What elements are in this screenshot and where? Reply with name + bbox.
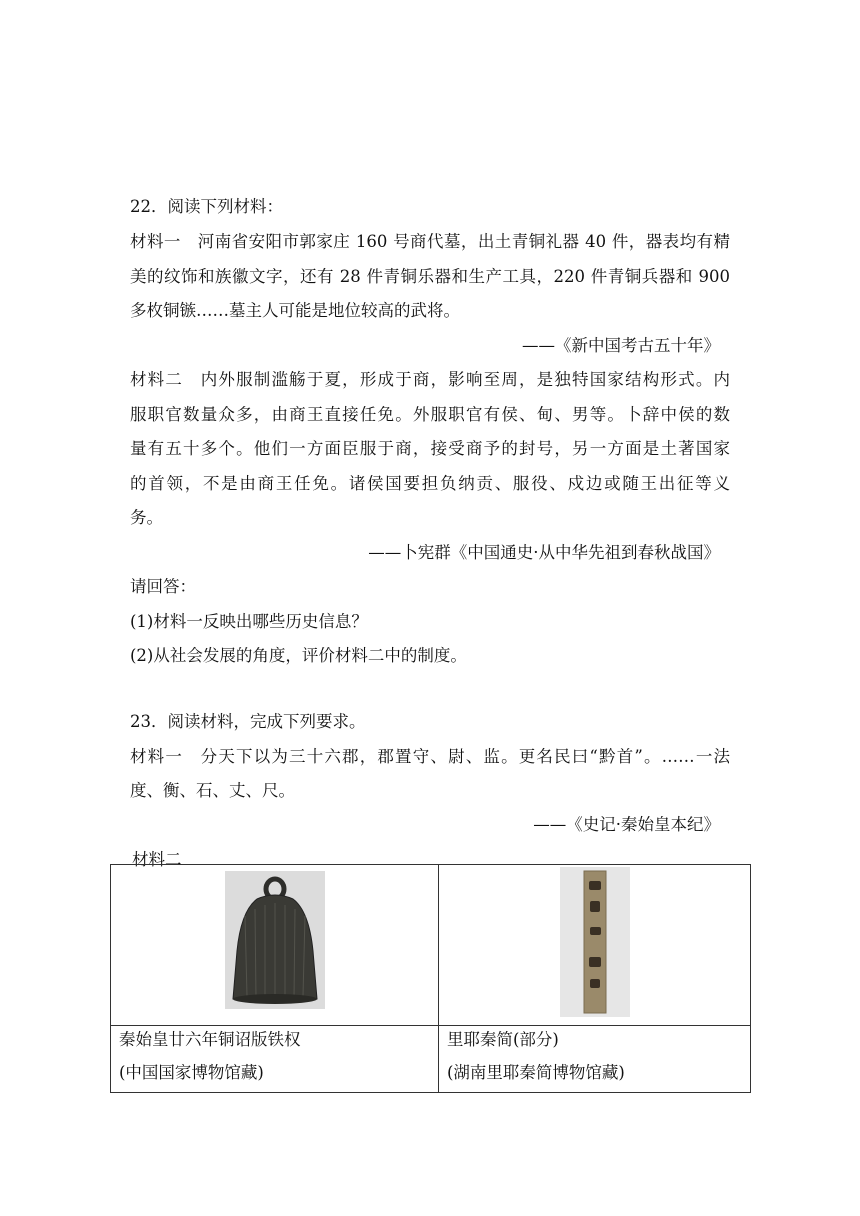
q22-material1-line2: 美的纹饰和族徽文字，还有 28 件青铜乐器和生产工具，220 件青铜兵器和 900 xyxy=(130,267,730,286)
bamboo-slip-image xyxy=(560,867,630,1017)
q22-material2-line4: 的首领，不是由商王任免。诸侯国要担负纳贡、服役、戍边或随王出征等义 xyxy=(130,474,730,493)
bamboo-slip-cell xyxy=(439,865,751,1026)
q22-title: 22．阅读下列材料： xyxy=(130,197,283,216)
q22-material1-line3: 多枚铜镞……墓主人可能是地位较高的武将。 xyxy=(130,301,460,320)
q22-subquestion-1: (1)材料一反映出哪些历史信息？ xyxy=(130,612,368,631)
bronze-weight-caption: 秦始皇廿六年铜诏版铁权 xyxy=(119,1030,301,1049)
bronze-weight-image xyxy=(225,871,325,1009)
q22-material2-line3: 量有五十多个。他们一方面臣服于商，接受商予的封号，另一方面是土著国家 xyxy=(130,439,730,458)
q23-material2-label: 材料二 xyxy=(132,850,182,869)
bronze-weight-caption-cell xyxy=(111,1026,439,1093)
q22-material2-line5: 务。 xyxy=(130,508,163,527)
material2-table xyxy=(110,864,751,1093)
q22-prompt: 请回答： xyxy=(130,577,196,596)
q22-material2-line2: 服职官数量众多，由商王直接任免。外服职官有侯、甸、男等。卜辞中侯的数 xyxy=(130,405,730,424)
q22-material2-source: ——卜宪群《中国通史·从中华先祖到春秋战国》 xyxy=(368,543,720,562)
q23-material1-source: ——《史记·秦始皇本纪》 xyxy=(533,815,720,834)
bamboo-slip-collection: (湖南里耶秦简博物馆藏) xyxy=(447,1063,625,1082)
q23-material1-line2: 度、衡、石、丈、尺。 xyxy=(130,781,295,800)
q22-material1-source: ——《新中国考古五十年》 xyxy=(522,336,720,355)
q23-material1-line1: 材料一 分天下以为三十六郡，郡置守、尉、监。更名民曰“黔首”。……一法 xyxy=(130,747,730,766)
q22-material1-line1: 材料一 河南省安阳市郭家庄 160 号商代墓，出土青铜礼器 40 件，器表均有精 xyxy=(130,232,730,251)
q22-material2-line1: 材料二 内外服制滥觞于夏，形成于商，影响至周，是独特国家结构形式。内 xyxy=(130,370,730,389)
bamboo-slip-caption-cell xyxy=(439,1026,751,1093)
q22-subquestion-2: (2)从社会发展的角度，评价材料二中的制度。 xyxy=(130,646,467,665)
q23-title: 23．阅读材料，完成下列要求。 xyxy=(130,712,366,731)
bronze-weight-collection: (中国国家博物馆藏) xyxy=(119,1063,264,1082)
bronze-weight-cell xyxy=(111,865,439,1026)
bamboo-slip-caption: 里耶秦简(部分) xyxy=(447,1030,559,1049)
